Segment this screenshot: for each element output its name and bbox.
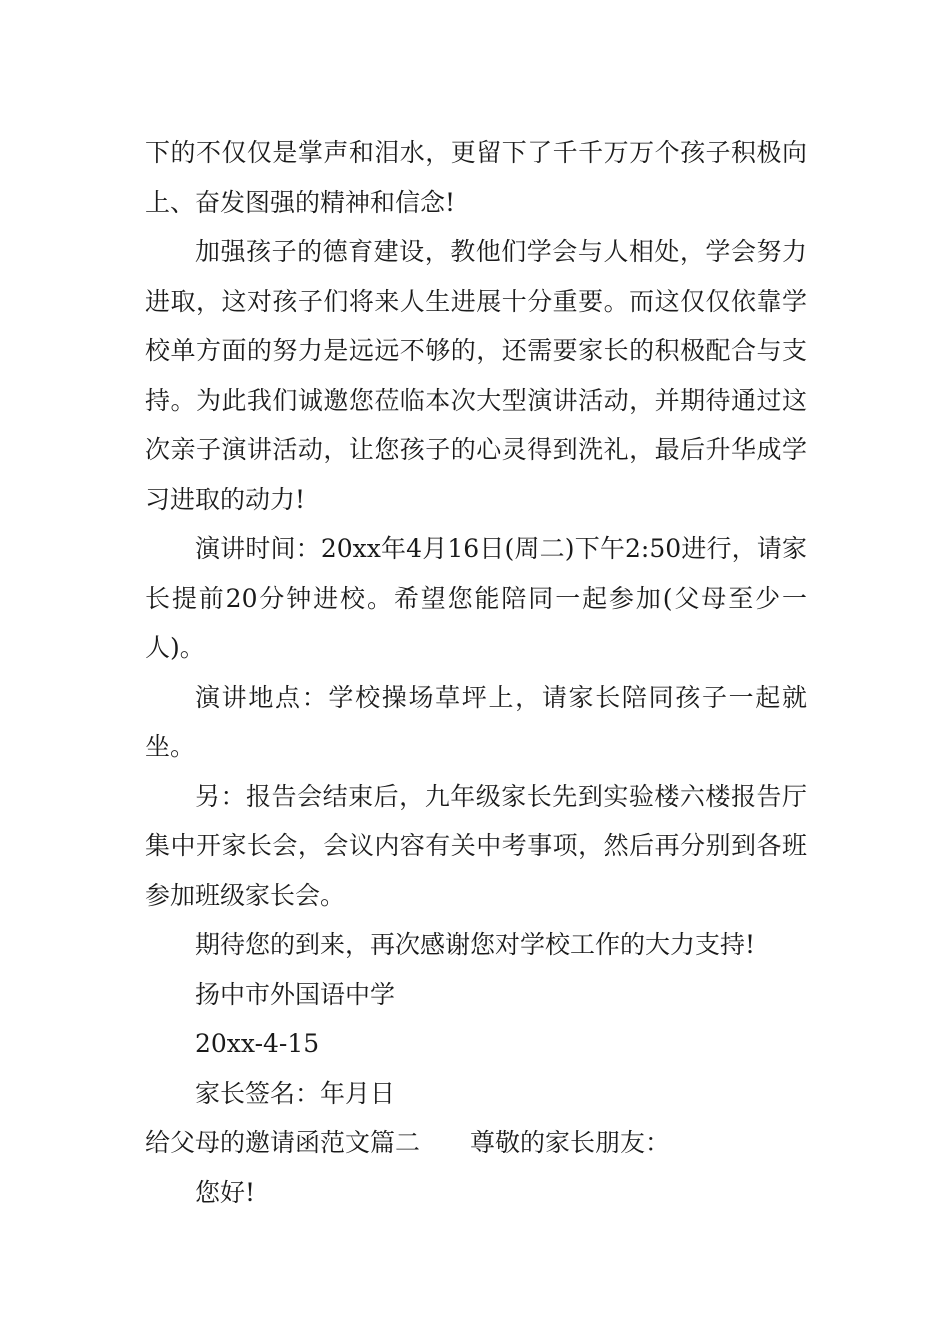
- signature-school: 扬中市外国语中学: [195, 979, 396, 1009]
- paragraph-additional-note: 另：报告会结束后，九年级家长先到实验楼六楼报告厅集中开家长会，会议内容有关中考事项，然后再分别到各班参加班级家长会。: [145, 781, 807, 910]
- greeting: 您好!: [195, 1177, 256, 1207]
- paragraph-speech-location: 演讲地点：学校操场草坪上，请家长陪同孩子一起就坐。: [145, 682, 807, 761]
- signature-date: 20xx-4-15: [195, 1029, 320, 1058]
- parent-signature-line: 家长签名：年月日: [195, 1078, 396, 1108]
- next-section-header: [145, 1118, 807, 1168]
- salutation: 尊敬的家长朋友：: [470, 1128, 671, 1157]
- section-title: 给父母的邀请函范文篇二: [145, 1128, 421, 1157]
- paragraph-closing-thanks: 期待您的到来，再次感谢您对学校工作的大力支持!: [195, 930, 756, 959]
- paragraph-speech-time: 演讲时间：20xx年4月16日(周二)下午2:50进行，请家长提前20分钟进校。希望您能陪同一起参加(父母至少一人)。: [145, 534, 807, 662]
- paragraph-moral-education: 加强孩子的德育建设，教他们学会与人相处，学会努力进取，这对孩子们将来人生进展十分重要。而这仅仅依靠学校单方面的努力是远远不够的，还需要家长的积极配合与支持。为此我们诚邀您莅临本次大型演讲活动，并期待通过这次亲子演讲活动，让您孩子的心灵得到洗礼，最后升华成学习进取的动力!: [145, 237, 807, 514]
- paragraph-continuation: 下的不仅仅是掌声和泪水，更留下了千千万万个孩子积极向上、奋发图强的精神和信念!: [145, 138, 807, 217]
- document-body: [145, 128, 807, 1217]
